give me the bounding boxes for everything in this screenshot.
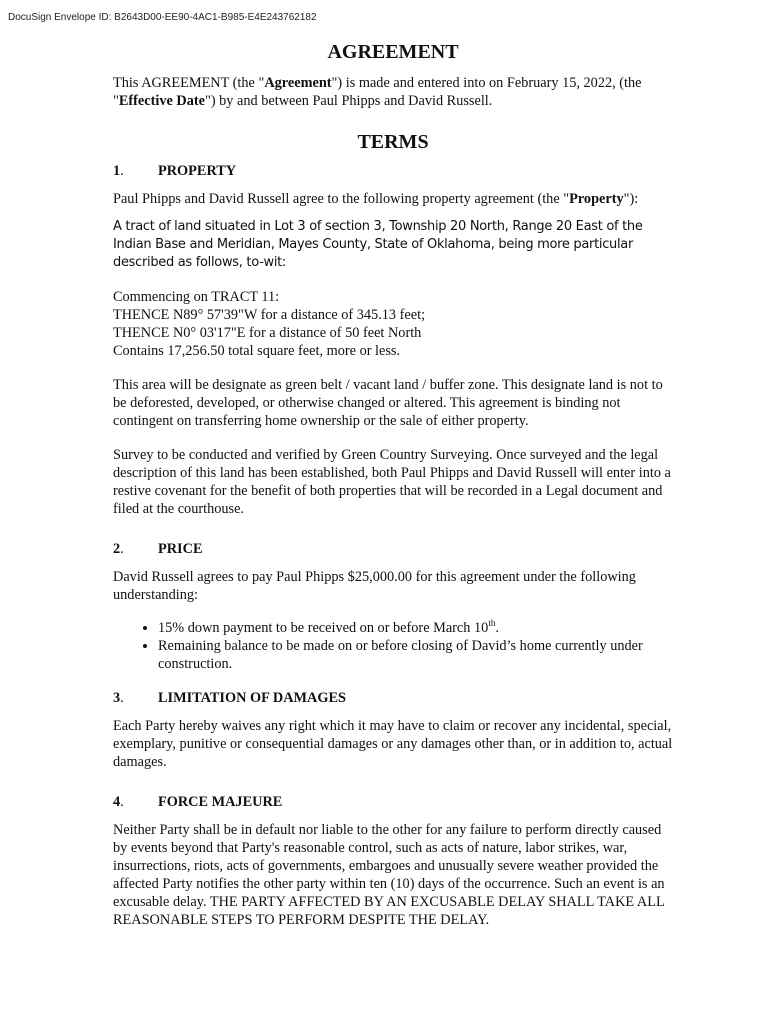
section-title: FORCE MAJEURE [158, 793, 283, 810]
section-number: 2 [113, 541, 121, 557]
force-majeure-paragraph: Neither Party shall be in default nor liable to the other for any failure to perform directly caused by events beyond that Party's reasonable control, such as acts of nature, labor strikes, war, insurrections, riots, acts of governments, embargoes and unusually severe weather provided the affected Party notifies the other party within ten (10) days of the occurrence. Such an event is an excusable delay. THE PARTY AFFECTED BY AN EXCUSABLE DELAY SHALL TAKE ALL REASONABLE STEPS TO PERFORM DESPITE THE DELAY. [113, 821, 665, 928]
section-number-dot: . [120, 163, 124, 179]
intro-defined-term-agreement: Agreement [264, 75, 332, 91]
intro-text-2: ") is made and entered into on February 15, 2022, (the " [113, 75, 642, 109]
property-lead-text-2: "): [623, 191, 639, 207]
section-number: 4 [113, 793, 121, 810]
legal-line: Contains 17,256.50 total square feet, more or less. [113, 343, 401, 359]
price-terms-list [113, 614, 673, 673]
property-green-belt-paragraph: This area will be designate as green belt / vacant land / buffer zone. This designate land is not to be deforested, developed, or otherwise changed or altered. This agreement is binding not contingent on transferring home ownership or the sale of either property. [113, 377, 663, 429]
damages-paragraph: Each Party hereby waives any right which it may have to claim or recover any incidental, special, exemplary, punitive or consequential damages or any damages other than, or in addition to, actual damages. [113, 717, 673, 770]
intro-text-1: This AGREEMENT (the " [113, 75, 265, 91]
property-tract-description: A tract of land situated in Lot 3 of section 3, Township 20 North, Range 20 East of the Indian Base and Meridian, Mayes County, State of Oklahoma, being more particular described as follows, to-wit: [113, 219, 643, 270]
document-page [113, 40, 673, 939]
document-title: AGREEMENT [327, 41, 459, 63]
section-number-dot: . [120, 793, 124, 810]
property-survey-paragraph: Survey to be conducted and verified by Green Country Surveying. Once surveyed and the legal description of this land has been established, both Paul Phipps and David Russell will enter into a restive covenant for the benefit of both properties that will be recorded in a Legal document and filed at the courthouse. [113, 447, 671, 517]
intro-defined-term-effective-date: Effective Date [118, 93, 205, 109]
section-title: PROPERTY [158, 163, 237, 179]
terms-heading: TERMS [357, 131, 429, 153]
property-legal-lines [113, 288, 673, 360]
section-number-dot: . [120, 689, 124, 706]
list-item: • Remaining balance to be made on or before closing of David’s home currently under construction. [158, 637, 673, 673]
section-number-dot: . [120, 541, 124, 557]
intro-paragraph [113, 74, 673, 110]
intro-text-3: ") by and between Paul Phipps and David Russell. [204, 93, 493, 109]
property-lead [113, 190, 673, 208]
section-heading-property [113, 162, 673, 180]
legal-line: THENCE N0° 03'17"E for a distance of 50 feet North [113, 325, 422, 341]
envelope-id: DocuSign Envelope ID: B2643D00-EE90-4AC1-B985-E4E243762182 [8, 12, 317, 23]
bullet-text: 15% down payment to be received on or before March 10 [158, 619, 489, 636]
bullet-text-end: . [495, 619, 499, 636]
legal-line: THENCE N89° 57'39"W for a distance of 345.13 feet; [113, 307, 426, 323]
list-item [158, 614, 673, 637]
section-heading-price [113, 540, 673, 558]
section-heading-limitation-of-damages [113, 689, 673, 707]
section-number: 1 [113, 163, 121, 179]
section-heading-force-majeure [113, 793, 673, 811]
legal-line: Commencing on TRACT 11: [113, 289, 280, 305]
section-title: LIMITATION OF DAMAGES [158, 689, 346, 706]
property-defined-term: Property [569, 191, 624, 207]
property-lead-text-1: Paul Phipps and David Russell agree to the following property agreement (the " [113, 191, 570, 207]
section-title: PRICE [158, 541, 203, 557]
section-number: 3 [113, 689, 121, 706]
price-lead: David Russell agrees to pay Paul Phipps $25,000.00 for this agreement under the following understanding: [113, 569, 636, 603]
ordinal-suffix: th [488, 618, 496, 628]
